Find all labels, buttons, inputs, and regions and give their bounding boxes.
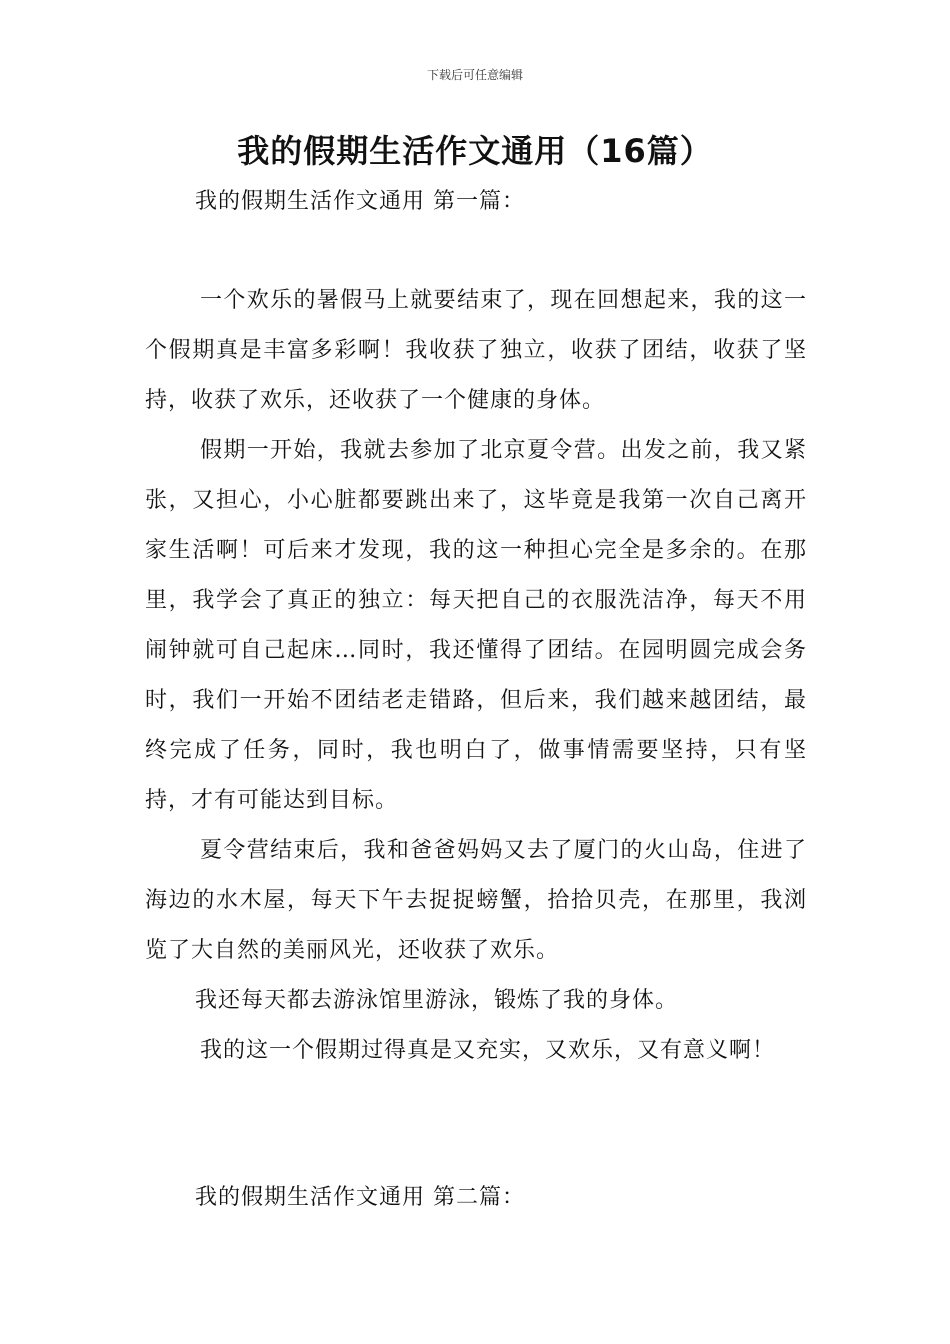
paragraph-1: 一个欢乐的暑假马上就要结束了，现在回想起来，我的这一个假期真是丰富多彩啊！我收获了独立，收获了团结，收获了坚持，收获了欢乐，还收获了一个健康的身体。 [145, 288, 807, 413]
article-body [145, 276, 807, 1076]
header-note: 下载后可任意编辑 [426, 68, 523, 82]
paragraph-4: 我还每天都去游泳馆里游泳，锻炼了我的身体。 [195, 988, 679, 1013]
document-title: 我的假期生活作文通用（16篇） [237, 132, 713, 170]
paragraph-5: 我的这一个假期过得真是又充实，又欢乐，又有意义啊！ [200, 1038, 776, 1063]
section-heading-1: 我的假期生活作文通用 第一篇： [195, 189, 525, 214]
section-heading-2: 我的假期生活作文通用 第二篇： [195, 1185, 525, 1210]
paragraph-3: 夏令营结束后，我和爸爸妈妈又去了厦门的火山岛，住进了海边的水木屋，每天下午去捉捉螃蟹，拾拾贝壳，在那里，我浏览了大自然的美丽风光，还收获了欢乐。 [145, 838, 807, 963]
paragraph-2: 假期一开始，我就去参加了北京夏令营。出发之前，我又紧张，又担心，小心脏都要跳出来了，这毕竟是我第一次自己离开家生活啊！可后来才发现，我的这一种担心完全是多余的。在那里，我学会了真正的独立：每天把自己的衣服洗洁净，每天不用闹钟就可自己起床…同时，我还懂得了团结。在园明圆完成会务时，我们一开始不团结老走错路，但后来，我们越来越团结，最终完成了任务，同时，我也明白了，做事情需要坚持，只有坚持，才有可能达到目标。 [145, 438, 807, 813]
